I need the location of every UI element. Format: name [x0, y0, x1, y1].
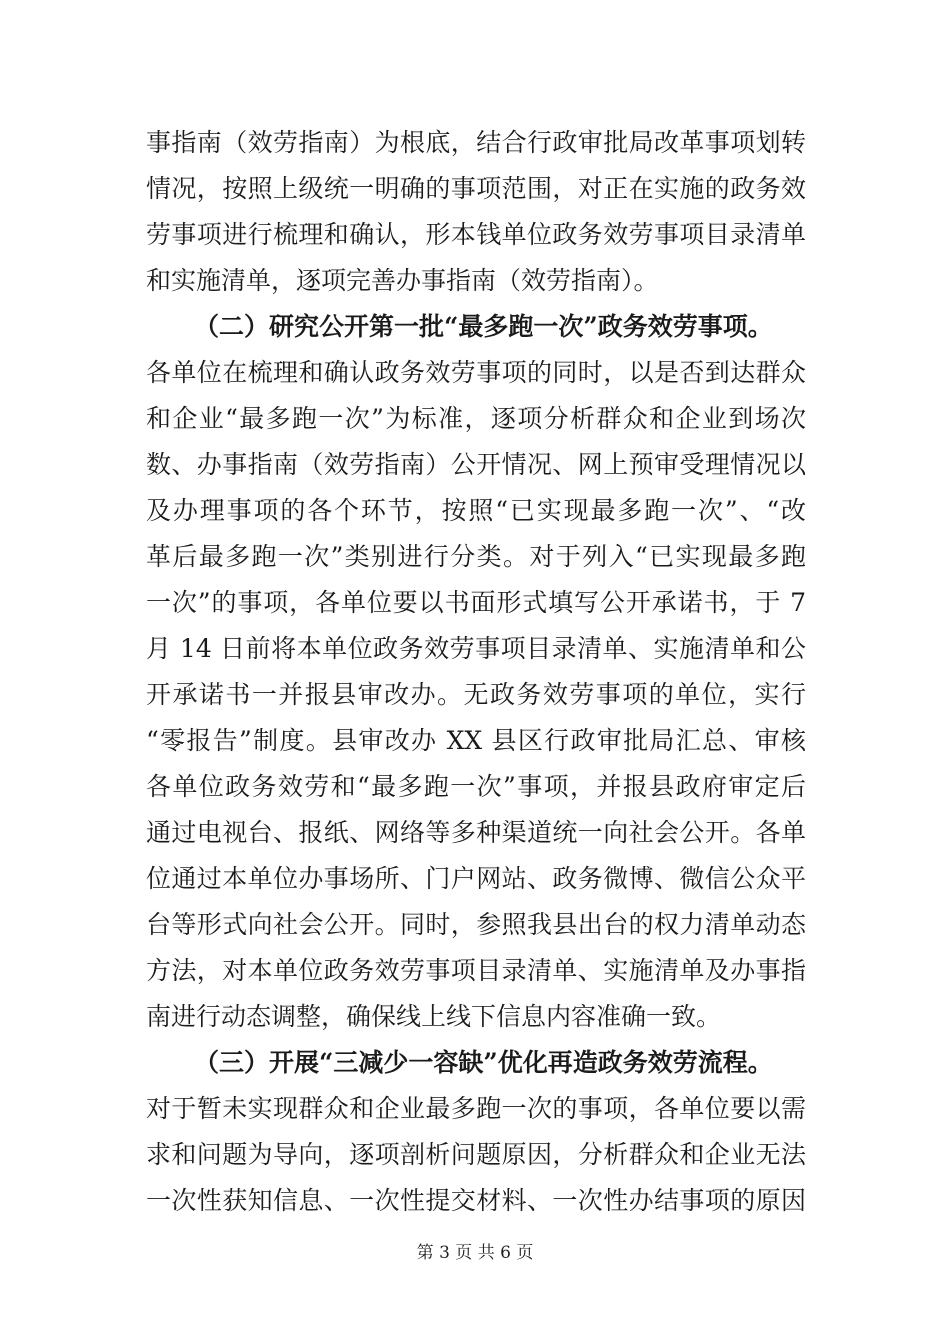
- paragraph-line: 数、办事指南（效劳指南）公开情况、网上预审受理情况以: [146, 450, 806, 479]
- paragraph-line: 位通过本单位办事场所、门户网站、政务微博、微信公众平: [146, 864, 806, 893]
- paragraph-line: 月 14 日前将本单位政务效劳事项目录清单、实施清单和公: [146, 634, 806, 663]
- paragraph-line: 情况，按照上级统一明确的事项范围，对正在实施的政务效: [146, 174, 806, 203]
- paragraph-line: 台等形式向社会公开。同时，参照我县出台的权力清单动态: [146, 910, 806, 939]
- page-footer: 第 3 页 共 6 页: [416, 1243, 534, 1263]
- paragraph-line: 求和问题为导向，逐项剖析问题原因，分析群众和企业无法: [146, 1140, 806, 1169]
- paragraph-line: 开承诺书一并报县审改办。无政务效劳事项的单位，实行: [146, 680, 806, 709]
- paragraph-line: 一次”的事项，各单位要以书面形式填写公开承诺书，于 7: [146, 588, 806, 617]
- section-heading: （二）研究公开第一批“最多跑一次”政务效劳事项。: [194, 312, 773, 341]
- paragraph-line: 方法，对本单位政务效劳事项目录清单、实施清单及办事指: [146, 956, 806, 985]
- paragraph-line: 革后最多跑一次”类别进行分类。对于列入“已实现最多跑: [146, 542, 806, 571]
- paragraph-line: 一次性获知信息、一次性提交材料、一次性办结事项的原因: [146, 1186, 806, 1215]
- paragraph-line: 对于暂未实现群众和企业最多跑一次的事项，各单位要以需: [146, 1094, 806, 1123]
- paragraph-line: 及办理事项的各个环节，按照“已实现最多跑一次”、“改: [146, 496, 806, 525]
- paragraph-line: 事指南（效劳指南）为根底，结合行政审批局改革事项划转: [146, 128, 806, 157]
- paragraph-line: 各单位在梳理和确认政务效劳事项的同时，以是否到达群众: [146, 358, 806, 387]
- paragraph-line: 和实施清单，逐项完善办事指南（效劳指南）。: [146, 266, 659, 295]
- paragraph-line: 劳事项进行梳理和确认，形本钱单位政务效劳事项目录清单: [146, 220, 806, 249]
- paragraph-line: “零报告”制度。县审改办 XX 县区行政审批局汇总、审核: [146, 726, 806, 755]
- paragraph-line: 和企业“最多跑一次”为标准，逐项分析群众和企业到场次: [146, 404, 806, 433]
- paragraph-line: 各单位政务效劳和“最多跑一次”事项，并报县政府审定后: [146, 772, 806, 801]
- section-heading: （三）开展“三减少一容缺”优化再造政务效劳流程。: [194, 1048, 773, 1077]
- paragraph-line: 南进行动态调整，确保线上线下信息内容准确一致。: [146, 1002, 722, 1031]
- document-body: [146, 120, 806, 1224]
- paragraph-line: 通过电视台、报纸、网络等多种渠道统一向社会公开。各单: [146, 818, 806, 847]
